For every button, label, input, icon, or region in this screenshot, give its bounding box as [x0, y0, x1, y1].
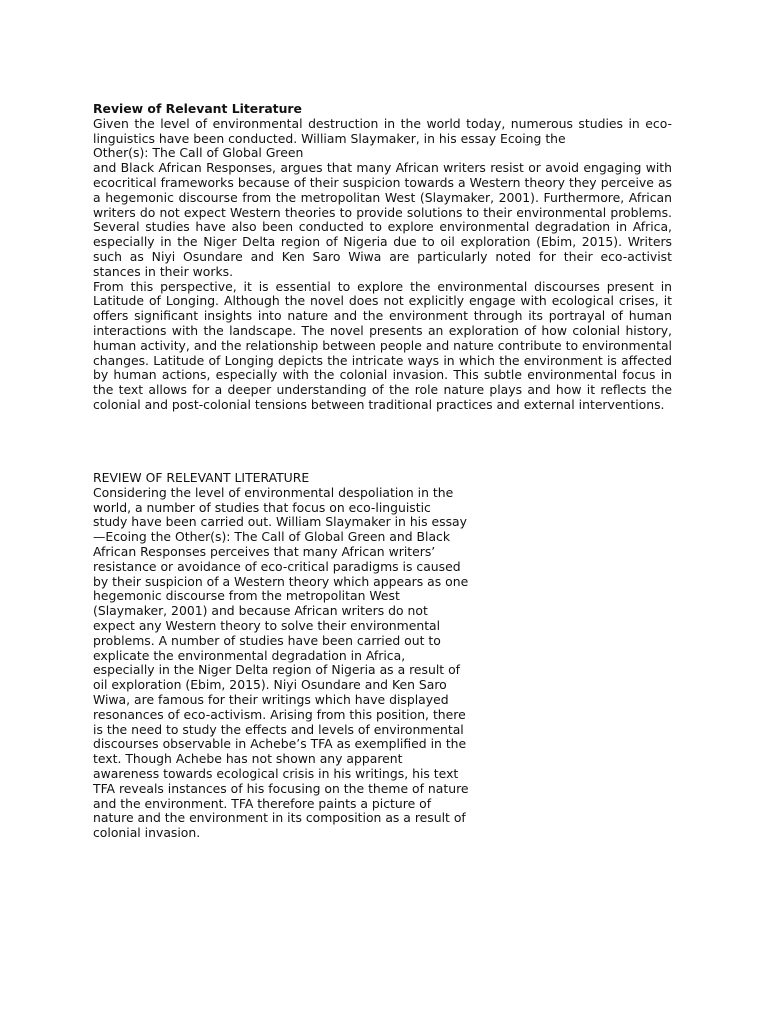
section-two — [93, 471, 469, 841]
section-two-heading: REVIEW OF RELEVANT LITERATURE — [93, 470, 310, 485]
section-one — [93, 102, 672, 413]
section-one-paragraph-1a: Given the level of environmental destruction in the world today, numerous studies in eco-linguistics have been conducted. William Slaymaker, in his essay Ecoing the — [93, 115, 672, 146]
section-one-heading: Review of Relevant Literature — [93, 101, 302, 116]
section-one-paragraph-2: From this perspective, it is essential to explore the environmental discourses present in Latitude of Longing. Although the novel does not explicitly engage with ecological crises, it offers significant insights into nature and the environment through its portrayal of human interactions with the landscape. The novel presents an exploration of how colonial history, human activity, and the relationship between people and nature contribute to environmental changes. Latitude of Longing depicts the intricate ways in which the environment is affected by human actions, especially with the colonial invasion. This subtle environmental focus in the text allows for a deeper understanding of the role nature plays and how it reflects the colonial and post-colonial tensions between traditional practices and external interventions. — [93, 278, 672, 412]
section-one-title-line: Other(s): The Call of Global Green — [93, 145, 304, 161]
section-two-paragraph: Considering the level of environmental despoliation in the world, a number of studies that focus on eco-linguistic study have been carried out. William Slaymaker in his essay —Ecoing the Other(s): The Call of Global Green and Black African Responses perceives that many African writers’ resistance or avoidance of eco-critical paradigms is caused by their suspicion of a Western theory which appears as one hegemonic discourse from the metropolitan West (Slaymaker, 2001) and because African writers do not expect any Western theory to solve their environmental problems. A number of studies have been carried out to explicate the environmental degradation in Africa, especially in the Niger Delta region of Nigeria as a result of oil exploration (Ebim, 2015). Niyi Osundare and Ken Saro Wiwa, are famous for their writings which have displayed resonances of eco-activism. Arising from this position, there is the need to study the effects and levels of environmental discourses observable in Achebe’s TFA as exemplified in the text. Though Achebe has not shown any apparent awareness towards ecological crisis in his writings, his text TFA reveals instances of his focusing on the theme of nature and the environment. TFA therefore paints a picture of nature and the environment in its composition as a result of colonial invasion. — [93, 484, 469, 841]
section-one-paragraph-1b: and Black African Responses, argues that many African writers resist or avoid engaging with ecocritical frameworks because of their suspicion towards a Western theory they perceive as a hegemonic discourse from the metropolitan West (Slaymaker, 2001). Furthermore, African writers do not expect Western theories to provide solutions to their environmental problems. Several studies have also been conducted to explore environmental degradation in Africa, especially in the Niger Delta region of Nigeria due to oil exploration (Ebim, 2015). Writers such as Niyi Osundare and Ken Saro Wiwa are particularly noted for their eco-activist stances in their works. — [93, 160, 672, 279]
